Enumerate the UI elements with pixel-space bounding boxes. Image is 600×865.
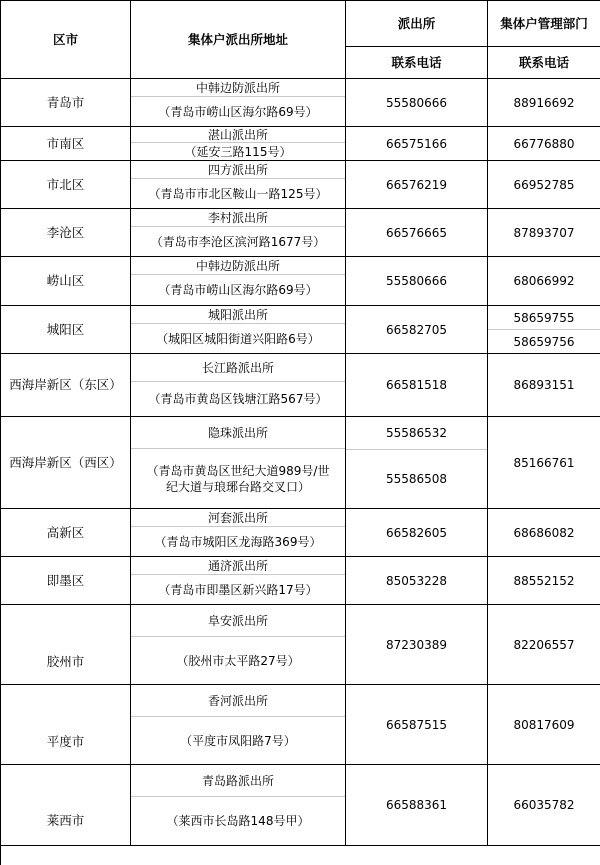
district-cell: 胶州市 [1,605,131,685]
station-name: 通济派出所 [131,557,345,575]
header-phone-dept: 联系电话 [488,47,600,79]
address-cell [131,161,346,209]
dept-phone: 88552152 [488,557,600,605]
station-name: 隐珠派出所 [131,417,345,449]
station-address: （青岛市即墨区新兴路17号） [158,582,318,597]
station-address: （延安三路115号） [184,144,292,159]
station-phone: 87230389 [346,605,488,685]
district-cell: 高新区 [1,509,131,557]
station-phone: 55580666 [346,257,488,306]
address-cell [131,765,346,846]
address-cell [131,306,346,354]
station-address: （青岛市黄岛区世纪大道989号/世纪大道与琅琊台路交叉口） [146,463,330,494]
district-cell: 城阳区 [1,306,131,354]
address-cell [131,685,346,765]
address-cell [131,417,346,509]
station-address: （青岛市黄岛区钱塘江路567号） [148,392,328,406]
station-name: 青岛路派出所 [131,765,345,797]
station-name: 长江路派出所 [131,354,345,382]
station-phone: 66582705 [346,306,488,354]
address-cell [131,557,346,605]
address-cell [131,605,346,685]
dept-phone: 88916692 [488,79,600,127]
station-address: （莱西市长岛路148号甲） [166,814,310,828]
station-address: （青岛市市北区鞍山一路125号） [148,186,328,201]
district-cell: 青岛市 [1,79,131,127]
station-phone: 66576665 [346,209,488,257]
dept-phone: 68066992 [488,257,600,306]
district-cell: 西海岸新区（东区） [1,354,131,417]
station-address: （胶州市太平路27号） [176,653,300,668]
header-district: 区市 [1,1,131,79]
dept-phone: 82206557 [488,605,600,685]
district-cell: 崂山区 [1,257,131,306]
district-cell: 李沧区 [1,209,131,257]
station-name: 李村派出所 [131,209,345,227]
station-phone: 55586508 [385,472,448,486]
dept-phone: 80817609 [488,685,600,765]
station-name: 中韩边防派出所 [131,79,345,97]
station-address: （青岛市城阳区龙海路369号） [154,534,322,549]
station-address: （青岛市李沧区滨河路1677号） [150,234,326,249]
dept-phone: 66952785 [488,161,600,209]
station-name: 中韩边防派出所 [131,257,345,275]
header-station: 派出所 [346,1,488,47]
station-phone: 55580666 [346,79,488,127]
dept-phone: 85166761 [488,417,600,509]
station-address: （青岛市崂山区海尔路69号） [158,283,318,297]
address-cell [131,79,346,127]
dept-phone: 58659756 [513,334,575,349]
station-name: 河套派出所 [131,509,345,527]
address-cell [131,509,346,557]
dept-phone: 68686082 [488,509,600,557]
station-phone: 66582605 [346,509,488,557]
district-cell: 市北区 [1,161,131,209]
station-name: 香河派出所 [131,685,345,717]
header-phone-station: 联系电话 [346,47,488,79]
district-cell: 莱西市 [1,765,131,846]
station-address: （平度市凤阳路7号） [180,733,296,748]
station-phone: 66581518 [346,354,488,417]
district-cell: 即墨区 [1,557,131,605]
station-name: 城阳派出所 [131,306,345,324]
dept-phone-group [488,306,600,354]
header-address: 集体户派出所地址 [131,1,346,79]
station-phone-group [346,417,488,509]
station-address: （城阳区城阳街道兴阳路6号） [156,331,320,346]
station-phone: 66587515 [346,685,488,765]
district-cell: 西海岸新区（西区） [1,417,131,509]
address-cell [131,127,346,161]
address-cell [131,354,346,417]
district-cell: 平度市 [1,685,131,765]
address-cell [131,209,346,257]
dept-phone: 58659755 [488,306,600,330]
address-cell [131,257,346,306]
dept-phone: 66776880 [488,127,600,161]
header-dept: 集体户管理部门 [488,1,600,47]
dept-phone: 87893707 [488,209,600,257]
station-name: 阜安派出所 [131,605,345,637]
station-phone: 85053228 [346,557,488,605]
station-phone: 66588361 [346,765,488,846]
station-name: 四方派出所 [131,161,345,179]
station-phone: 66575166 [346,127,488,161]
station-name: 湛山派出所 [131,127,345,143]
station-phone: 66576219 [346,161,488,209]
dept-phone: 86893151 [488,354,600,417]
station-phone: 55586532 [346,417,487,450]
district-cell: 市南区 [1,127,131,161]
station-address: （青岛市崂山区海尔路69号） [158,104,318,119]
dept-phone: 66035782 [488,765,600,846]
